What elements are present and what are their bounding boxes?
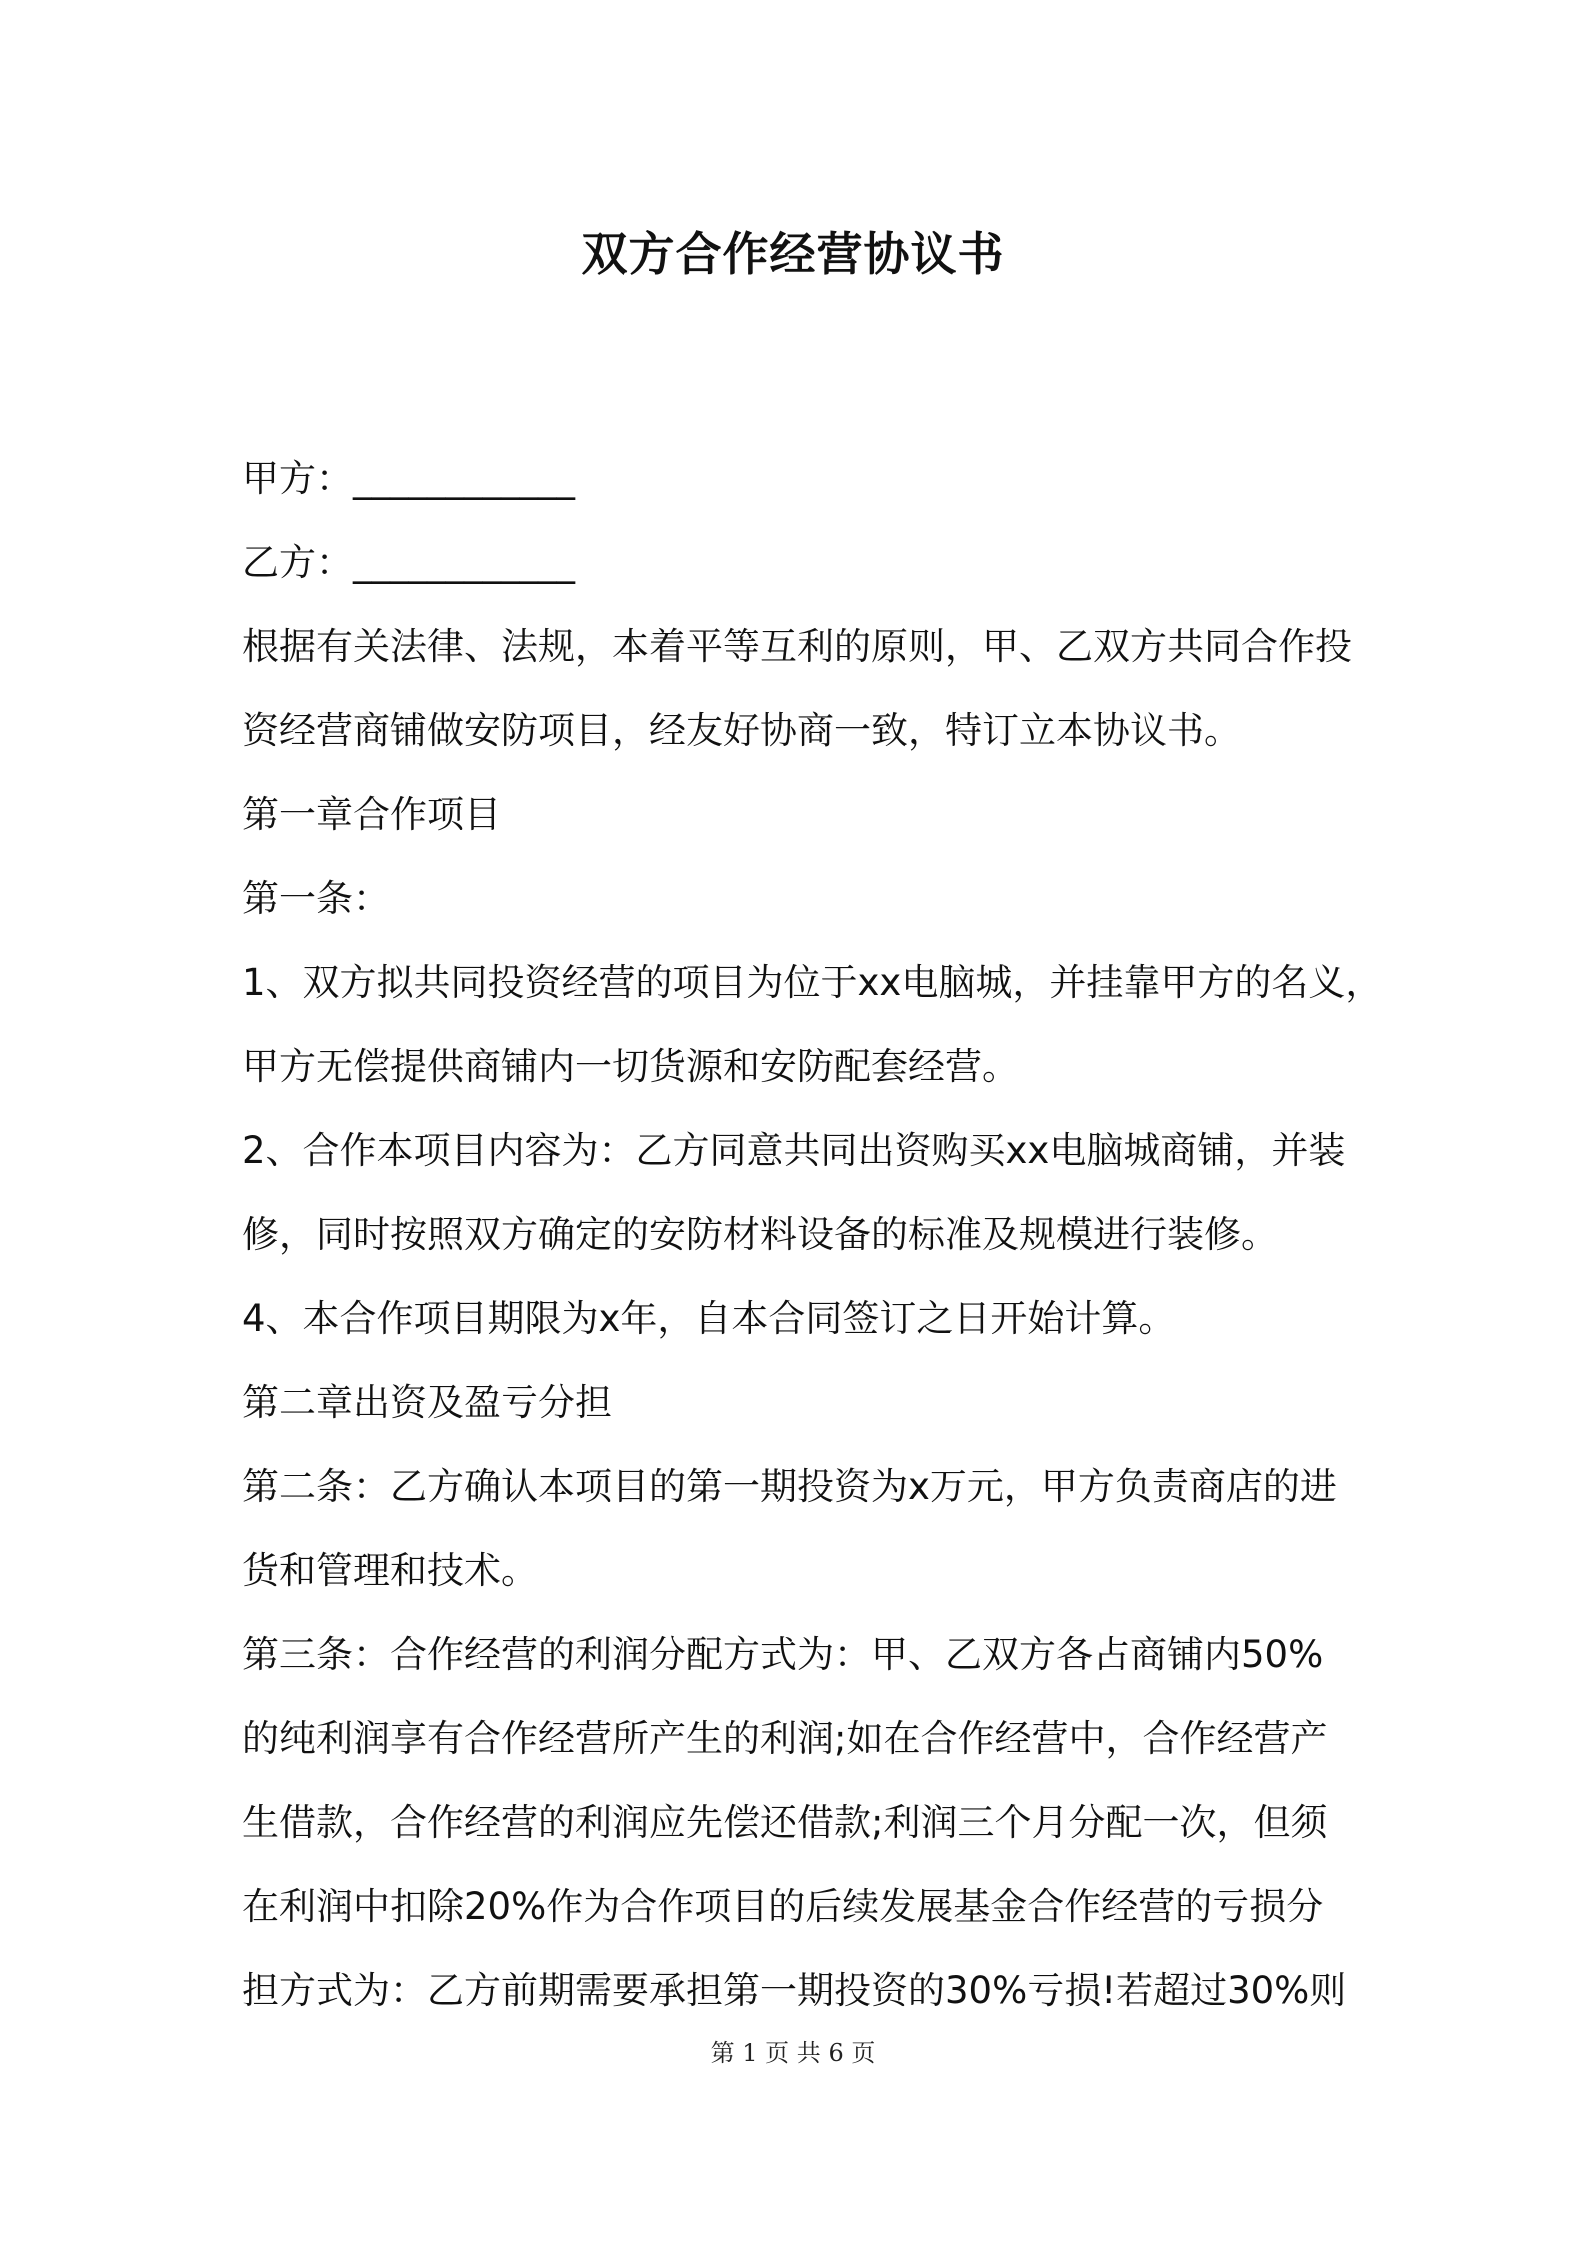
paragraph-line: 担方式为：乙方前期需要承担第一期投资的30%亏损!若超过30%则 xyxy=(242,1969,1347,2012)
document-body xyxy=(242,452,1383,2048)
party-a-line: 甲方：____________ xyxy=(242,457,575,500)
paragraph-line: 生借款，合作经营的利润应先偿还借款;利润三个月分配一次，但须 xyxy=(242,1801,1328,1844)
paragraph-line: 修，同时按照双方确定的安防材料设备的标准及规模进行装修。 xyxy=(242,1213,1278,1256)
paragraph-line: 2、合作本项目内容为：乙方同意共同出资购买xx电脑城商铺，并装 xyxy=(242,1129,1346,1172)
party-b-line: 乙方：____________ xyxy=(242,541,575,584)
paragraph-line: 货和管理和技术。 xyxy=(242,1549,538,1592)
chapter-heading: 第二章出资及盈亏分担 xyxy=(242,1381,612,1424)
paragraph-line: 第三条：合作经营的利润分配方式为：甲、乙双方各占商铺内50% xyxy=(242,1633,1324,1676)
paragraph-line: 在利润中扣除20%作为合作项目的后续发展基金合作经营的亏损分 xyxy=(242,1885,1324,1928)
paragraph-line: 4、本合作项目期限为x年，自本合同签订之日开始计算。 xyxy=(242,1297,1176,1340)
paragraph-line: 资经营商铺做安防项目，经友好协商一致，特订立本协议书。 xyxy=(242,709,1241,752)
paragraph-line: 甲方无偿提供商铺内一切货源和安防配套经营。 xyxy=(242,1045,1019,1088)
article-heading: 第一条： xyxy=(242,877,390,920)
paragraph-line: 根据有关法律、法规，本着平等互利的原则，甲、乙双方共同合作投 xyxy=(242,625,1352,668)
paragraph-line: 第二条：乙方确认本项目的第一期投资为x万元，甲方负责商店的进 xyxy=(242,1465,1337,1508)
chapter-heading: 第一章合作项目 xyxy=(242,793,501,836)
page-number-footer: 第 1 页 共 6 页 xyxy=(710,2039,876,2067)
paragraph-line: 1、双方拟共同投资经营的项目为位于xx电脑城，并挂靠甲方的名义， xyxy=(242,961,1383,1004)
paragraph-line: 的纯利润享有合作经营所产生的利润;如在合作经营中，合作经营产 xyxy=(242,1717,1328,1760)
document-title: 双方合作经营协议书 xyxy=(581,227,1005,281)
